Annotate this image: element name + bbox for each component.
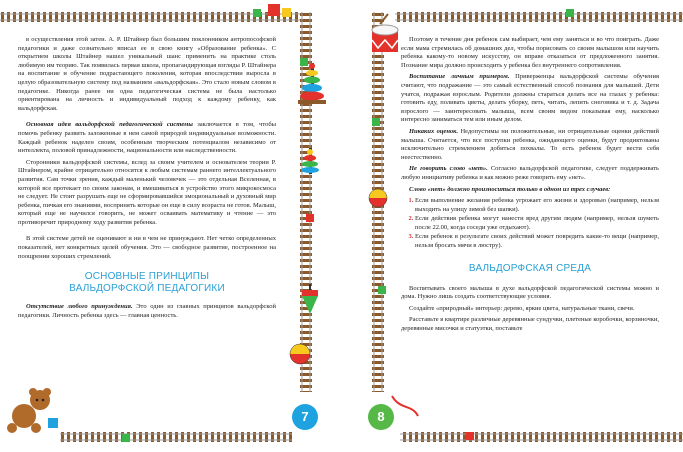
section-heading-principles	[18, 271, 276, 295]
section-heading-environment: ВАЛЬДОРФСКАЯ СРЕДА	[468, 262, 592, 274]
page-number-left: 7	[292, 404, 318, 430]
paragraph-no-word	[401, 165, 659, 182]
left-page	[0, 0, 322, 452]
grades-lead: Никаких оценок.	[409, 127, 459, 135]
heading-line-1: ОСНОВНЫЕ ПРИНЦИПЫ	[84, 271, 210, 283]
paragraph-no-grades	[401, 128, 659, 162]
page-number-right: 8	[368, 404, 394, 430]
example-text: Приверженцы вальдорфской системы обучения считают, что подражание — это самый естественный способ познания для малышей. Дети учатся, подражая взрослым. Родители должны стараться делать все на глазах у ребенка: готовить еду, поливать цветы, делать уборку, петь, читать, лепить снеговика и т. д. Задача взрослого — заинтересовать малыша, всем своим видом показывая ему, насколько интересно заниматься тем или иным делом.	[401, 73, 659, 124]
list-item: 2. Если действия ребенка могут нанести вред другим людям (например, нельзя шуметь после 22.00, когда соседи уже отдыхают).	[415, 215, 659, 232]
main-idea-text: заключается в том, чтобы помочь ребенку развить заложенные в нем самой природой индивидуальные возможности. Каждый ребенок наделен своим, особенным творческим потенциалом независимо от интеллекта, половой принадлежности, национальности или наследственности.	[18, 121, 276, 155]
paragraph-supporters: Сторонники вальдорфской системы, вслед за своим учителем и основателем теории Р. Штайнером, крайне отрицательно относятся к любым системам раннего интеллектуального развития. Сам точки зрения, каждый маленький человечек — это отдельная Вселенная, в которой все протекает по своим законам, и вмешиваться в устройство этого микрокосмоса не следует. Не стоит разрушать еще не сформировавшийся эмоциональный и духовный мир ребенка, пичкая его знаниями, воспринять которые он еще в силу возраста не готов. Малыш, который еще не научился говорить, не может осваивать математику и чтение — это противоречит природному ходу развития ребенка.	[18, 158, 276, 226]
right-page	[361, 0, 683, 452]
paragraph-example	[401, 73, 659, 125]
three-cases-lead: Слово «нет» должно произноситься только в одном из трех случаев:	[409, 185, 611, 193]
list-item: 3. Если ребенок в результате своих действий может повредить какие-то вещи (например, нельзя бросать мячи в люстру).	[415, 233, 659, 250]
grades-text: Недопустимы ни положительные, ни отрицательные оценки действий малыша. Считается, что все поступки ребенка, ожидающего оценки, будут продиктованы исключительно стремлением добиться похвалы. То есть ребенок будет вести себя неестественно.	[401, 127, 659, 161]
heading-line-2: ВАЛЬДОРФСКОЙ ПЕДАГОГИКИ	[69, 283, 225, 295]
paragraph-three-cases	[401, 186, 659, 195]
paragraph-no-grades: В этой системе детей не оценивают и ни в чем не принуждают. Нет четко определенных показателей, нет конкретных целей обучения. Это — свободное развитие, построенное на поощрении хороших стремлений.	[18, 235, 276, 260]
no-coercion-lead: Отсутствие любого принуждения.	[26, 303, 133, 311]
main-idea-lead: Основная идея вальдорфской педагогической системы	[26, 121, 193, 129]
paragraph-furniture: Расставьте в квартире различные деревянные сундучки, плетеные коробочки, корзиночки, деревянные мисочки и статуэтки, поставьте	[401, 316, 659, 333]
example-lead: Воспитание личным примером.	[409, 73, 510, 81]
no-word-lead: Не говорить слово «нет».	[409, 165, 488, 173]
paragraph-no-coercion	[18, 303, 276, 320]
left-page-text-column	[18, 36, 276, 323]
paragraph-main-idea	[18, 121, 276, 155]
paragraph-environment: Воспитывать своего малыша в духе вальдорфской педагогической системы можно и дома. Нужно лишь создать соответствующие условия.	[401, 284, 659, 301]
paragraph-interior: Создайте «природный» интерьер: дерево, яркие цвета, натуральные ткани, свечи.	[409, 304, 635, 312]
no-coercion-text: Это один из главных принципов вальдорфской педагогики. Личность ребенка здесь — главная ценность.	[18, 303, 276, 319]
no-word-text: Согласно вальдорфской педагогике, следует поддерживать любую инициативу ребенка и как можно реже говорить ему «нет».	[401, 165, 659, 181]
paragraph-history: в осуществления этой затеи. А. Р. Штайнер был большим поклонником антропософской педагогики и даже сознательно вписал ее в свою книгу «Образование ребенка». С открытием школы Штайнер нашел уникальный шанс применить на практике столь любимую им теорию. Так появилась первая школа, пропагандирующая взгляды Р. Штайнера на воспитание и обучение подрастающего поколения, которая впоследствии выросла в целую образовательную систему под названием «вальдорфская». Это стало новым словом в педагогике. Никогда ранее ни одна педагогическая система не была настолько ориентирована на личность и индивидуальный подход к каждому ребенку, как вальдорфская.	[18, 36, 276, 112]
paragraph-free-choice: Поэтому в течение дня ребенок сам выбирает, чем ему заняться и во что поиграть. Даже если мама стремилась об домашних дел, чтобы порисовать со своим малышом или научить ребенка какому-то новому искусству, он вправе отказаться от предложенного занятия. Познание мира должно происходить у ребенка без внутреннего сопротивления.	[401, 36, 659, 69]
cases-list	[401, 197, 659, 251]
right-page-text-column	[401, 36, 659, 337]
list-item: 1. Если выполнение желания ребенка угрожает его жизни и здоровью (например, нельзя выходить на улицу зимой без шапки).	[415, 197, 659, 214]
